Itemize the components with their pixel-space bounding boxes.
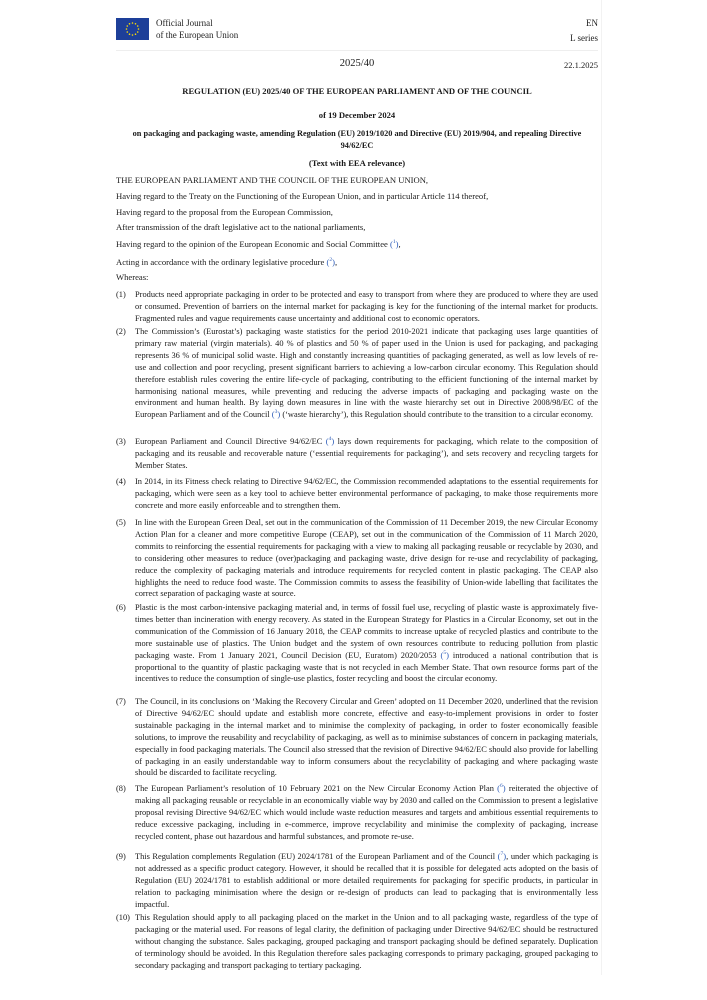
procedure-text: Acting in accordance with the ordinary legislative procedure xyxy=(116,257,327,267)
subject-line-2: 94/62/EC xyxy=(340,141,374,150)
subject-line-1: on packaging and packaging waste, amending Regulation (EU) 2019/1020 and Directive (EU) 2019/904, and repealing Directive xyxy=(132,129,582,138)
regulation-title: REGULATION (EU) 2025/40 OF THE EUROPEAN PARLIAMENT AND OF THE COUNCIL xyxy=(182,86,532,96)
recital-number: (4) xyxy=(116,477,126,486)
recital-3 xyxy=(116,436,598,472)
journal-title xyxy=(156,17,238,41)
series-label: L series xyxy=(570,33,598,43)
footnote-link-1[interactable]: ($^1$) xyxy=(389,239,399,249)
footnote-link-3[interactable]: ($^3$) xyxy=(271,409,281,420)
footnote-link-7[interactable]: ($^7$) xyxy=(497,851,507,861)
footnote-link-4[interactable]: ($^4$) xyxy=(325,436,335,446)
recital-number: (9) xyxy=(116,852,126,861)
journal-title-line1: Official Journal xyxy=(156,18,213,28)
recital-8 xyxy=(116,783,598,843)
page-edge-divider xyxy=(601,0,602,975)
recital-number: (5) xyxy=(116,518,126,527)
recital-text: The Council, in its conclusions on ‘Making the Recovery Circular and Green’ adopted on 11 December 2020, underlined that the revision of Directive 94/62/EC should update and establish more concrete, effective and easy-to-implement provisions in order to foster sustainable packaging in the internal market and to minimise the complexity of packaging, in order to foster economically feasible solutions, to improve the reusability and recyclability of packaging, as well as to minimise substances of concern in packaging materials, especially in food packaging materials. The Council also stressed that the revision of Directive 94/62/EC should also provide for labelling of packaging in an easily understandable way to inform consumers about the recyclability of packaging and where packaging waste should be discarded to facilitate recycling. xyxy=(135,697,598,778)
recital-text: In 2014, in its Fitness check relating to Directive 94/62/EC, the Commission recommended adaptations to the essential requirements for packaging, which were seen as a key tool to achieve better environmental performance of packaging, to make those requirements more concrete and more easily enforceable and to strengthen them. xyxy=(135,477,598,510)
recital-text: Products need appropriate packaging in order to be protected and easy to transport from where they are produced to where they are used or consumed. Prevention of barriers on the internal market for packaging is key for the functioning of the internal market for products. Fragmented rules and vague requirements cause uncertainty and additional cost to economic operators. xyxy=(135,290,598,323)
regulation-subject xyxy=(116,128,598,152)
recital-7 xyxy=(116,696,598,779)
recital-text: This Regulation should apply to all packaging placed on the market in the Union and to all packaging waste, regardless of the type of packaging or the material used. For reasons of legal clarity, the definition of packaging under Directive 94/62/EC should be restructured without changing the substance. Sales packaging, grouped packaging and transport packaging should be defined separately. Duplication of terminology should be avoided. In this Regulation therefore sales packaging corresponds to primary packaging, grouped packaging to secondary packaging and transport packaging to tertiary packaging. xyxy=(135,913,598,970)
preamble-treaty: Having regard to the Treaty on the Functioning of the European Union, and in particular Article 114 thereof, xyxy=(116,191,489,201)
recital-text: This Regulation complements Regulation (EU) 2024/1781 of the European Parliament and of the Council ($^7$), under which packaging is not addressed as a specific product category. However, it should be recalled that it is possible for delegated acts adopted on the basis of Regulation (EU) 2024/1781 to establish additional or more detailed requirements for packaging for specific products, in particular in relation to packaging minimisation where the design or re-design of products can lead to packaging that is environmentally less impactful. xyxy=(135,851,598,909)
recital-9 xyxy=(116,851,598,911)
recital-text: European Parliament and Council Directive 94/62/EC ($^4$) lays down requirements for packaging, which relate to the composition of packaging and its reusable and recoverable nature (‘essential requirements for packaging’), and sets recovery and recycling targets for Member States. xyxy=(135,436,598,470)
recital-number: (7) xyxy=(116,697,126,706)
eea-relevance: (Text with EEA relevance) xyxy=(308,158,406,168)
footnote-link-5[interactable]: ($^5$) xyxy=(440,649,449,660)
recital-text: In line with the European Green Deal, set out in the communication of the Commission of 11 December 2019, the new Circular Economy Action Plan for a cleaner and more competitive Europe (CEAP), set out in the communication of the Commission of 11 March 2020, commits to reinforcing the essential requirements for packaging with a view to making all packaging reusable or recyclable by 2030, and to considering other measures to reduce (over)packaging and packaging waste, drive design for re-use and recyclability of packaging, reduce the complexity of packaging materials and introduce requirements for recycled content in plastic packaging. The CEAP also highlights the need to reduce food waste. The Commission commits to assess the feasibility of Union-wide labelling that facilitates the correct separation of packaging waste at source. xyxy=(135,518,598,599)
whereas-label: Whereas: xyxy=(116,272,149,282)
recital-number: (3) xyxy=(116,437,126,446)
recital-6 xyxy=(116,602,598,685)
footnote-link-2[interactable]: ($^2$) xyxy=(326,257,335,267)
opinion-text: Having regard to the opinion of the European Economic and Social Committee xyxy=(116,239,390,249)
recital-1 xyxy=(116,289,598,325)
recital-5 xyxy=(116,517,598,600)
recital-10 xyxy=(116,912,598,972)
preamble-procedure: Acting in accordance with the ordinary legislative procedure ($^2$), xyxy=(116,257,338,267)
footnote-link-6[interactable]: ($^6$) xyxy=(497,783,506,793)
regulation-date: of 19 December 2024 xyxy=(318,110,396,120)
document-page xyxy=(116,0,598,970)
recital-number: (2) xyxy=(116,327,126,336)
document-number: 2025/40 xyxy=(339,58,375,69)
header-rule xyxy=(116,50,598,51)
journal-header xyxy=(116,0,598,48)
recital-text: The Commission’s (Eurostat’s) packaging waste statistics for the period 2010-2021 indicate that packaging uses large quantities of primary raw material (virgin materials). 40 % of plastics and 50 % of paper used in the Union is used for packaging, and packaging represents 36 % of municipal solid waste. High and constantly increasing quantities of packaging generated, as well as low levels of re-use and collection and poor recycling, present significant barriers to achieving a low-carbon circular economy. This Regulation should therefore establish rules covering the entire life-cycle of packaging, contributing to the efficient functioning of the internal market by harmonising national measures, while preventing and reducing the adverse impacts of packaging and packaging waste on the environment and human health. By laying down measures in line with the waste hierarchy set out in Directive 2008/98/EC of the European Parliament and of the Council ($^3$) (‘waste hierarchy’), this Regulation should contribute to the transition to a circular economy. xyxy=(135,327,598,420)
recital-text: Plastic is the most carbon-intensive packaging material and, in terms of fossil fuel use, recycling of plastic waste is approximately five-times better than incineration with energy recovery. As stated in the European Strategy for Plastics in a Circular Economy, set out in the communication of the Commission of 16 January 2018, the CEAP commits to increase uptake of recycled plastics and contribute to the more sustainable use of plastics. The Union budget and the system of own resources contribute to reducing pollution from plastic packaging waste. From 1 January 2021, Council Decision (EU, Euratom) 2020/2053 ($^5$) introduced a national contribution that is proportional to the quantity of plastic packaging waste that is not recycled in each Member State. That own resource forms part of the incentives to reduce the consumption of single-use plastics, foster recycling and boost the circular economy. xyxy=(135,603,598,684)
recital-4 xyxy=(116,476,598,512)
recital-number: (1) xyxy=(116,290,126,299)
eu-flag-icon xyxy=(116,18,149,40)
recital-number: (10) xyxy=(116,913,130,922)
recital-2 xyxy=(116,326,598,421)
journal-title-line2: of the European Union xyxy=(156,30,239,40)
recital-text: The European Parliament’s resolution of 10 February 2021 on the New Circular Economy Action Plan ($^6$) reiterated the objective of making all packaging reusable or recyclable in an economically viable way by 2030 and called on the Commission to present a legislative proposal revising Directive 94/62/EC which would include waste reduction measures and targets and ambitious essential requirements to reduce excessive packaging, including in e-commerce, improve recyclability and minimise the complexity of packaging, increase recycled content, phase out hazardous and harmful substances, and promote re-use. xyxy=(135,783,598,841)
language-code: EN xyxy=(586,18,598,28)
preamble-transmission: After transmission of the draft legislative act to the national parliaments, xyxy=(116,222,366,232)
preamble-proposal: Having regard to the proposal from the European Commission, xyxy=(116,207,333,217)
preamble-opinion: Having regard to the opinion of the European Economic and Social Committee ($^1$), xyxy=(116,239,401,249)
recital-number: (6) xyxy=(116,603,126,612)
recital-number: (8) xyxy=(116,784,126,793)
preamble-authors: THE EUROPEAN PARLIAMENT AND THE COUNCIL OF THE EUROPEAN UNION, xyxy=(116,175,429,185)
publication-date: 22.1.2025 xyxy=(564,60,598,70)
